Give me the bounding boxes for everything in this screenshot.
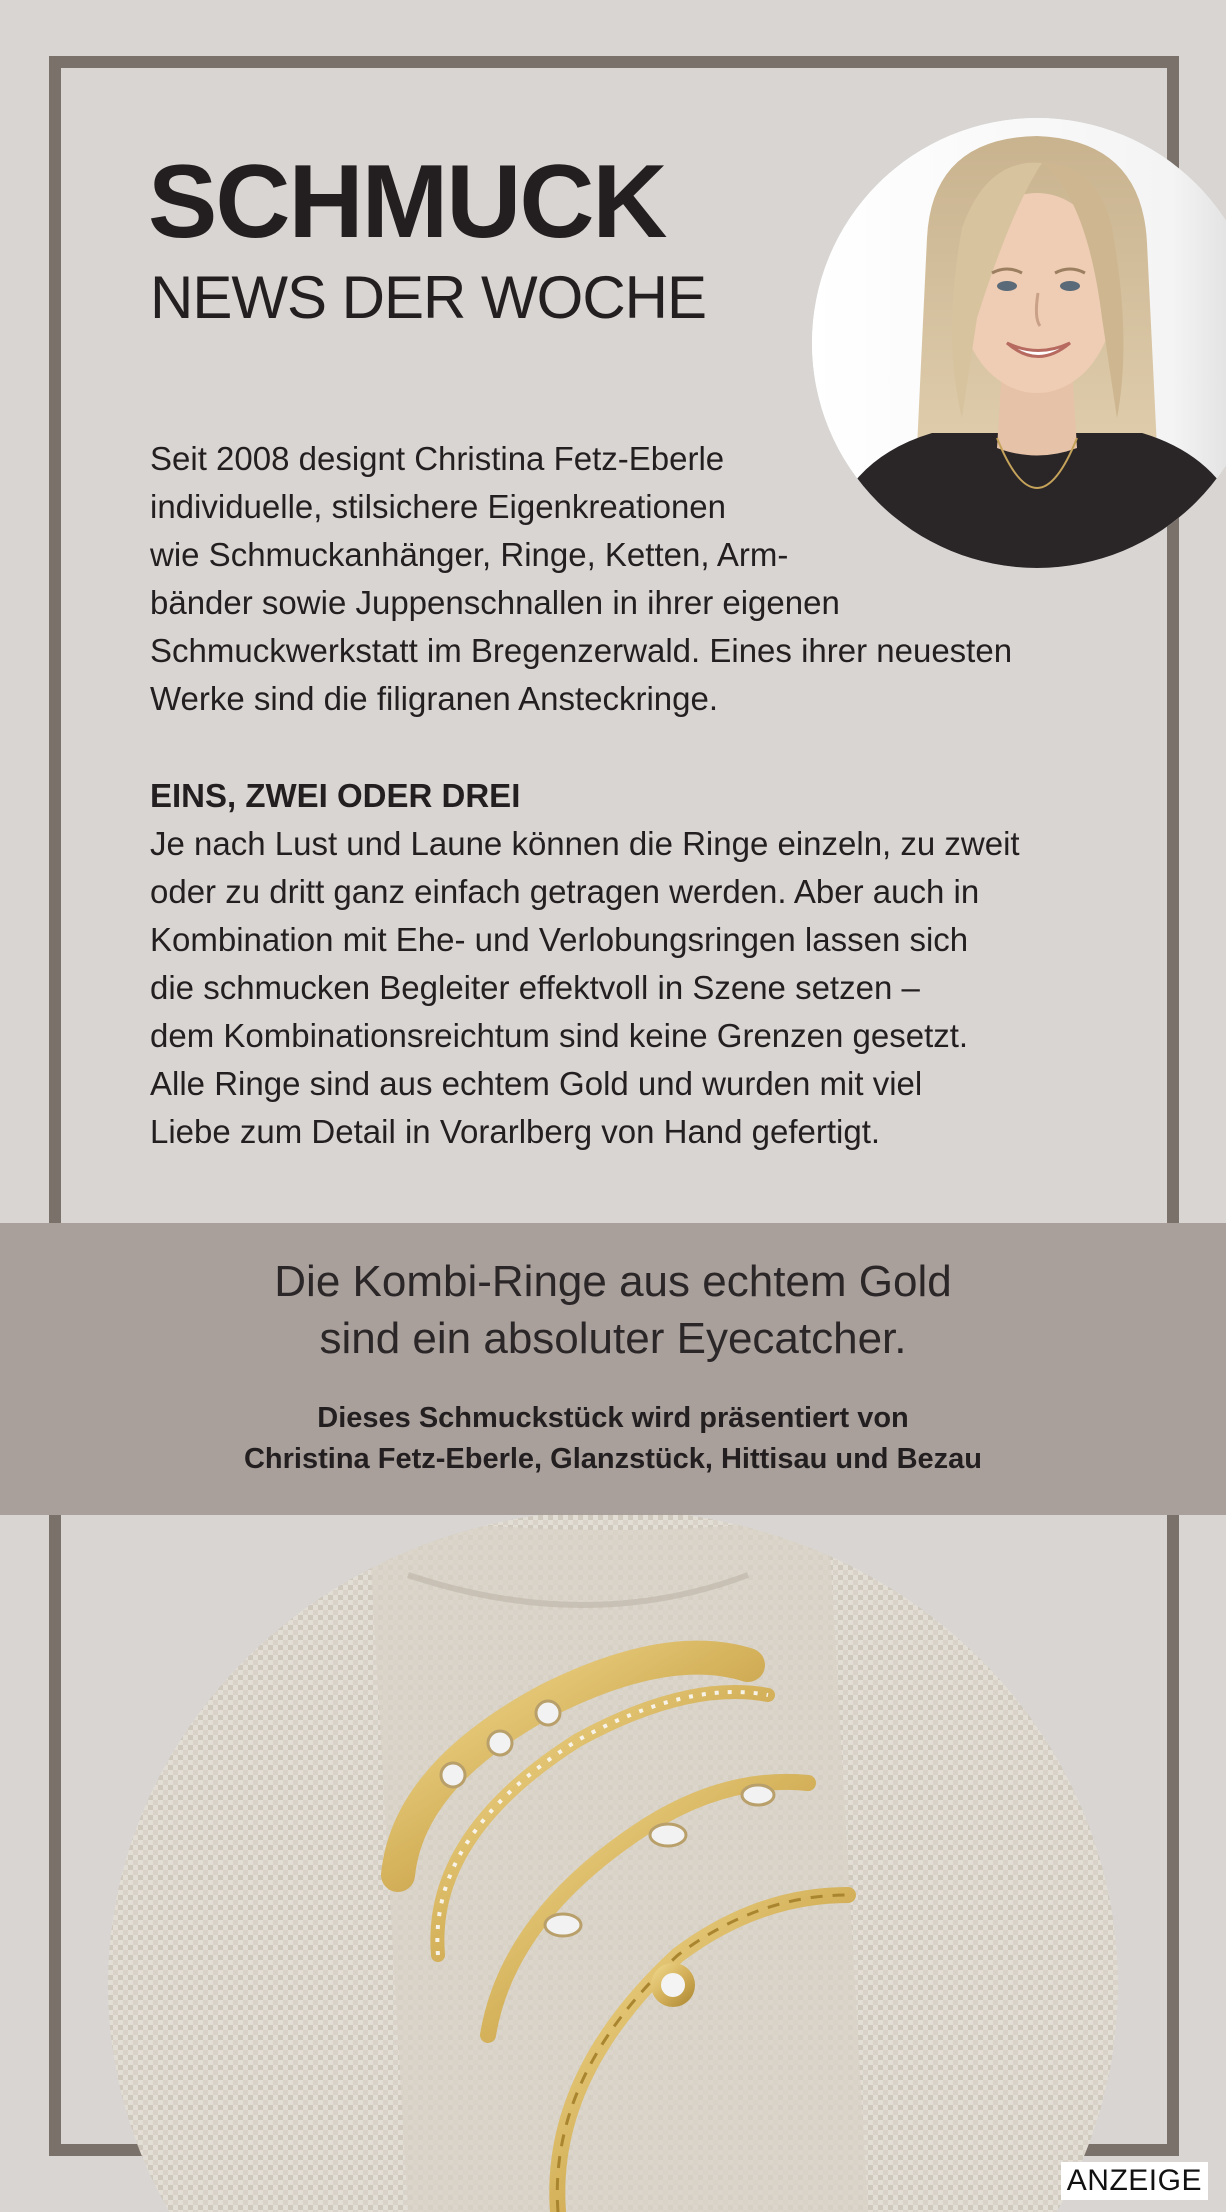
section-line: Je nach Lust und Laune können die Ringe einzeln, zu zweit xyxy=(150,825,1020,862)
section-line: Alle Ringe sind aus echtem Gold und wurden mit viel xyxy=(150,1065,923,1102)
presenter-line: Christina Fetz-Eberle, Glanzstück, Hittisau und Bezau xyxy=(243,1443,982,1475)
section-heading: EINS, ZWEI ODER DREI xyxy=(150,777,521,814)
quote-line: Die Kombi-Ringe aus echtem Gold xyxy=(274,1257,952,1306)
section-line: die schmucken Begleiter effektvoll in Szene setzen – xyxy=(150,969,920,1006)
section-paragraph xyxy=(150,820,1090,1156)
section-line: oder zu dritt ganz einfach getragen werden. Aber auch in xyxy=(150,873,980,910)
section-line: dem Kombinationsreichtum sind keine Grenzen gesetzt. xyxy=(150,1017,969,1054)
rings-illustration xyxy=(108,1515,1118,2212)
section-line: Liebe zum Detail in Vorarlberg von Hand gefertigt. xyxy=(150,1113,881,1150)
intro-line: individuelle, stilsichere Eigenkreationen xyxy=(150,488,727,525)
intro-line: wie Schmuckanhänger, Ringe, Ketten, Arm- xyxy=(150,536,789,573)
advertisement-label: ANZEIGE xyxy=(1061,2162,1208,2200)
highlight-quote xyxy=(0,1253,1226,1367)
presenter-line: Dieses Schmuckstück wird präsentiert von xyxy=(317,1402,909,1434)
presenter-credit xyxy=(0,1398,1226,1480)
page-title: SCHMUCK xyxy=(148,144,666,260)
quote-line: sind ein absoluter Eyecatcher. xyxy=(319,1314,907,1363)
section-line: Kombination mit Ehe- und Verlobungsringen lassen sich xyxy=(150,921,969,958)
intro-line: Schmuckwerkstatt im Bregenzerwald. Eines ihrer neuesten xyxy=(150,632,1013,669)
intro-line: bänder sowie Juppenschnallen in ihrer eigenen xyxy=(150,584,840,621)
page-subtitle: NEWS DER WOCHE xyxy=(150,264,706,331)
intro-line: Werke sind die filigranen Ansteckringe. xyxy=(150,680,719,717)
intro-paragraph xyxy=(150,435,1090,723)
rings-photo xyxy=(108,1515,1118,2212)
intro-line: Seit 2008 designt Christina Fetz-Eberle xyxy=(150,440,725,477)
